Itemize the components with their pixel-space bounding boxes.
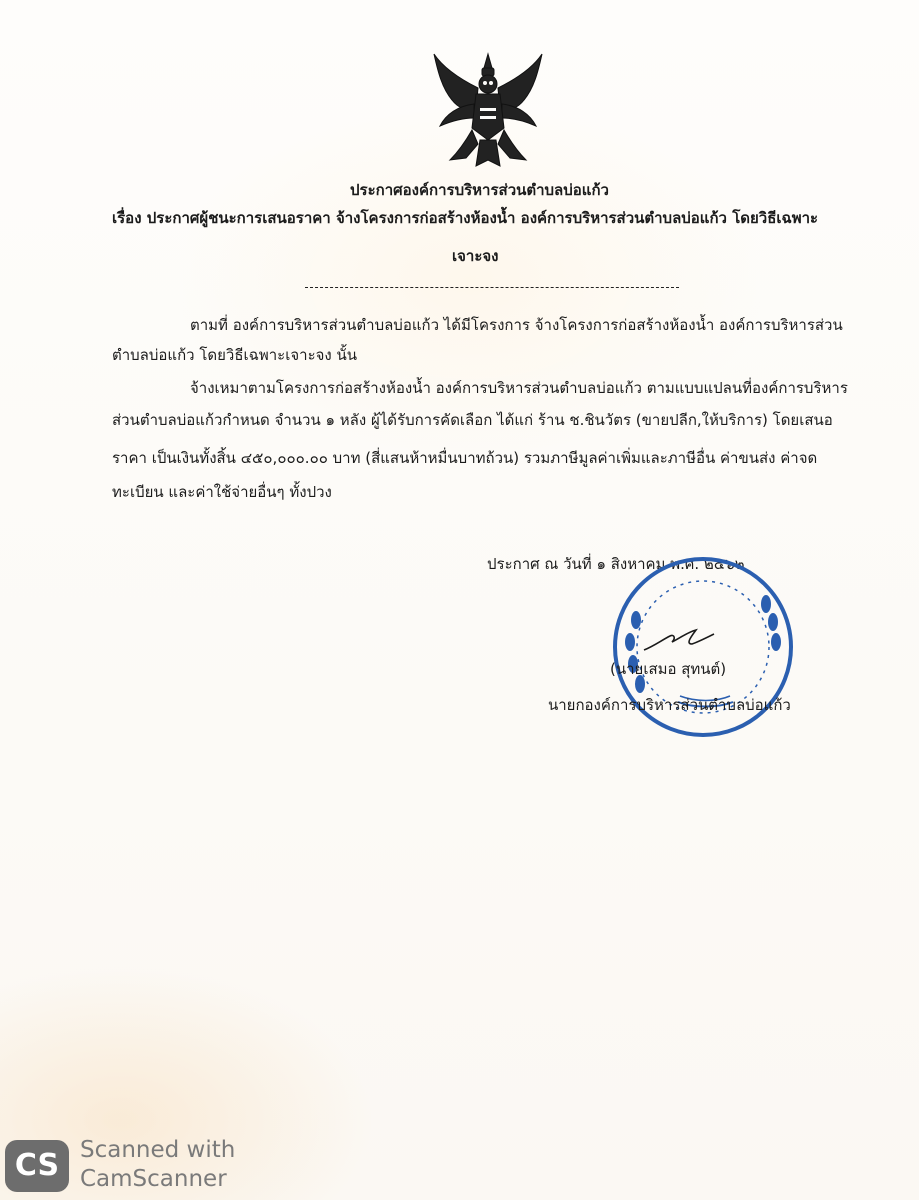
signer-name: (นายเสมอ สุทนต์) [610,660,727,678]
watermark-line-2: CamScanner [80,1166,227,1192]
paragraph-1-line-1: ตามที่ องค์การบริหารส่วนตำบลบ่อแก้ว ได้มีโครงการ จ้างโครงการก่อสร้างห้องน้ำ องค์การบริหารส่วน [190,316,843,334]
paragraph-1-line-2: ตำบลบ่อแก้ว โดยวิธีเฉพาะเจาะจง นั้น [112,346,358,364]
subject-line: เรื่อง ประกาศผู้ชนะการเสนอราคา จ้างโครงการก่อสร้างห้องน้ำ องค์การบริหารส่วนตำบลบ่อแก้ว โดยวิธีเฉพาะ [112,209,819,227]
paragraph-2-line-1: จ้างเหมาตามโครงการก่อสร้างห้องน้ำ องค์การบริหารส่วนตำบลบ่อแก้ว ตามแบบแปลนที่องค์การบริหาร [190,379,848,397]
camscanner-logo: CS [5,1140,69,1192]
paragraph-2-line-3: ราคา เป็นเงินทั้งสิ้น ๔๕๐,๐๐๐.๐๐ บาท (สี่แสนห้าหมื่นบาทถ้วน) รวมภาษีมูลค่าเพิ่มและภาษีอื่น ค่าขนส่ง ค่าจด [112,449,818,467]
dashed-divider [305,287,679,288]
signer-title: นายกองค์การบริหารส่วนตำบลบ่อแก้ว [548,696,791,714]
announcement-date: ประกาศ ณ วันที่ ๑ สิงหาคม พ.ศ. ๒๕๖๒ [487,555,745,573]
paragraph-2-line-2: ส่วนตำบลบ่อแก้วกำหนด จำนวน ๑ หลัง ผู้ได้รับการคัดเลือก ได้แก่ ร้าน ช.ชินวัตร (ขายปลีก,ให้บริการ) โดยเสนอ [112,411,833,429]
signature-icon [640,626,720,656]
subject-line-continued: เจาะจง [452,247,499,265]
camscanner-watermark [80,1136,235,1194]
paragraph-2-line-4: ทะเบียน และค่าใช้จ่ายอื่นๆ ทั้งปวง [112,483,332,501]
garuda-emblem-icon [428,48,548,173]
document-title: ประกาศองค์การบริหารส่วนตำบลบ่อแก้ว [350,181,609,199]
watermark-line-1: Scanned with [80,1137,236,1163]
